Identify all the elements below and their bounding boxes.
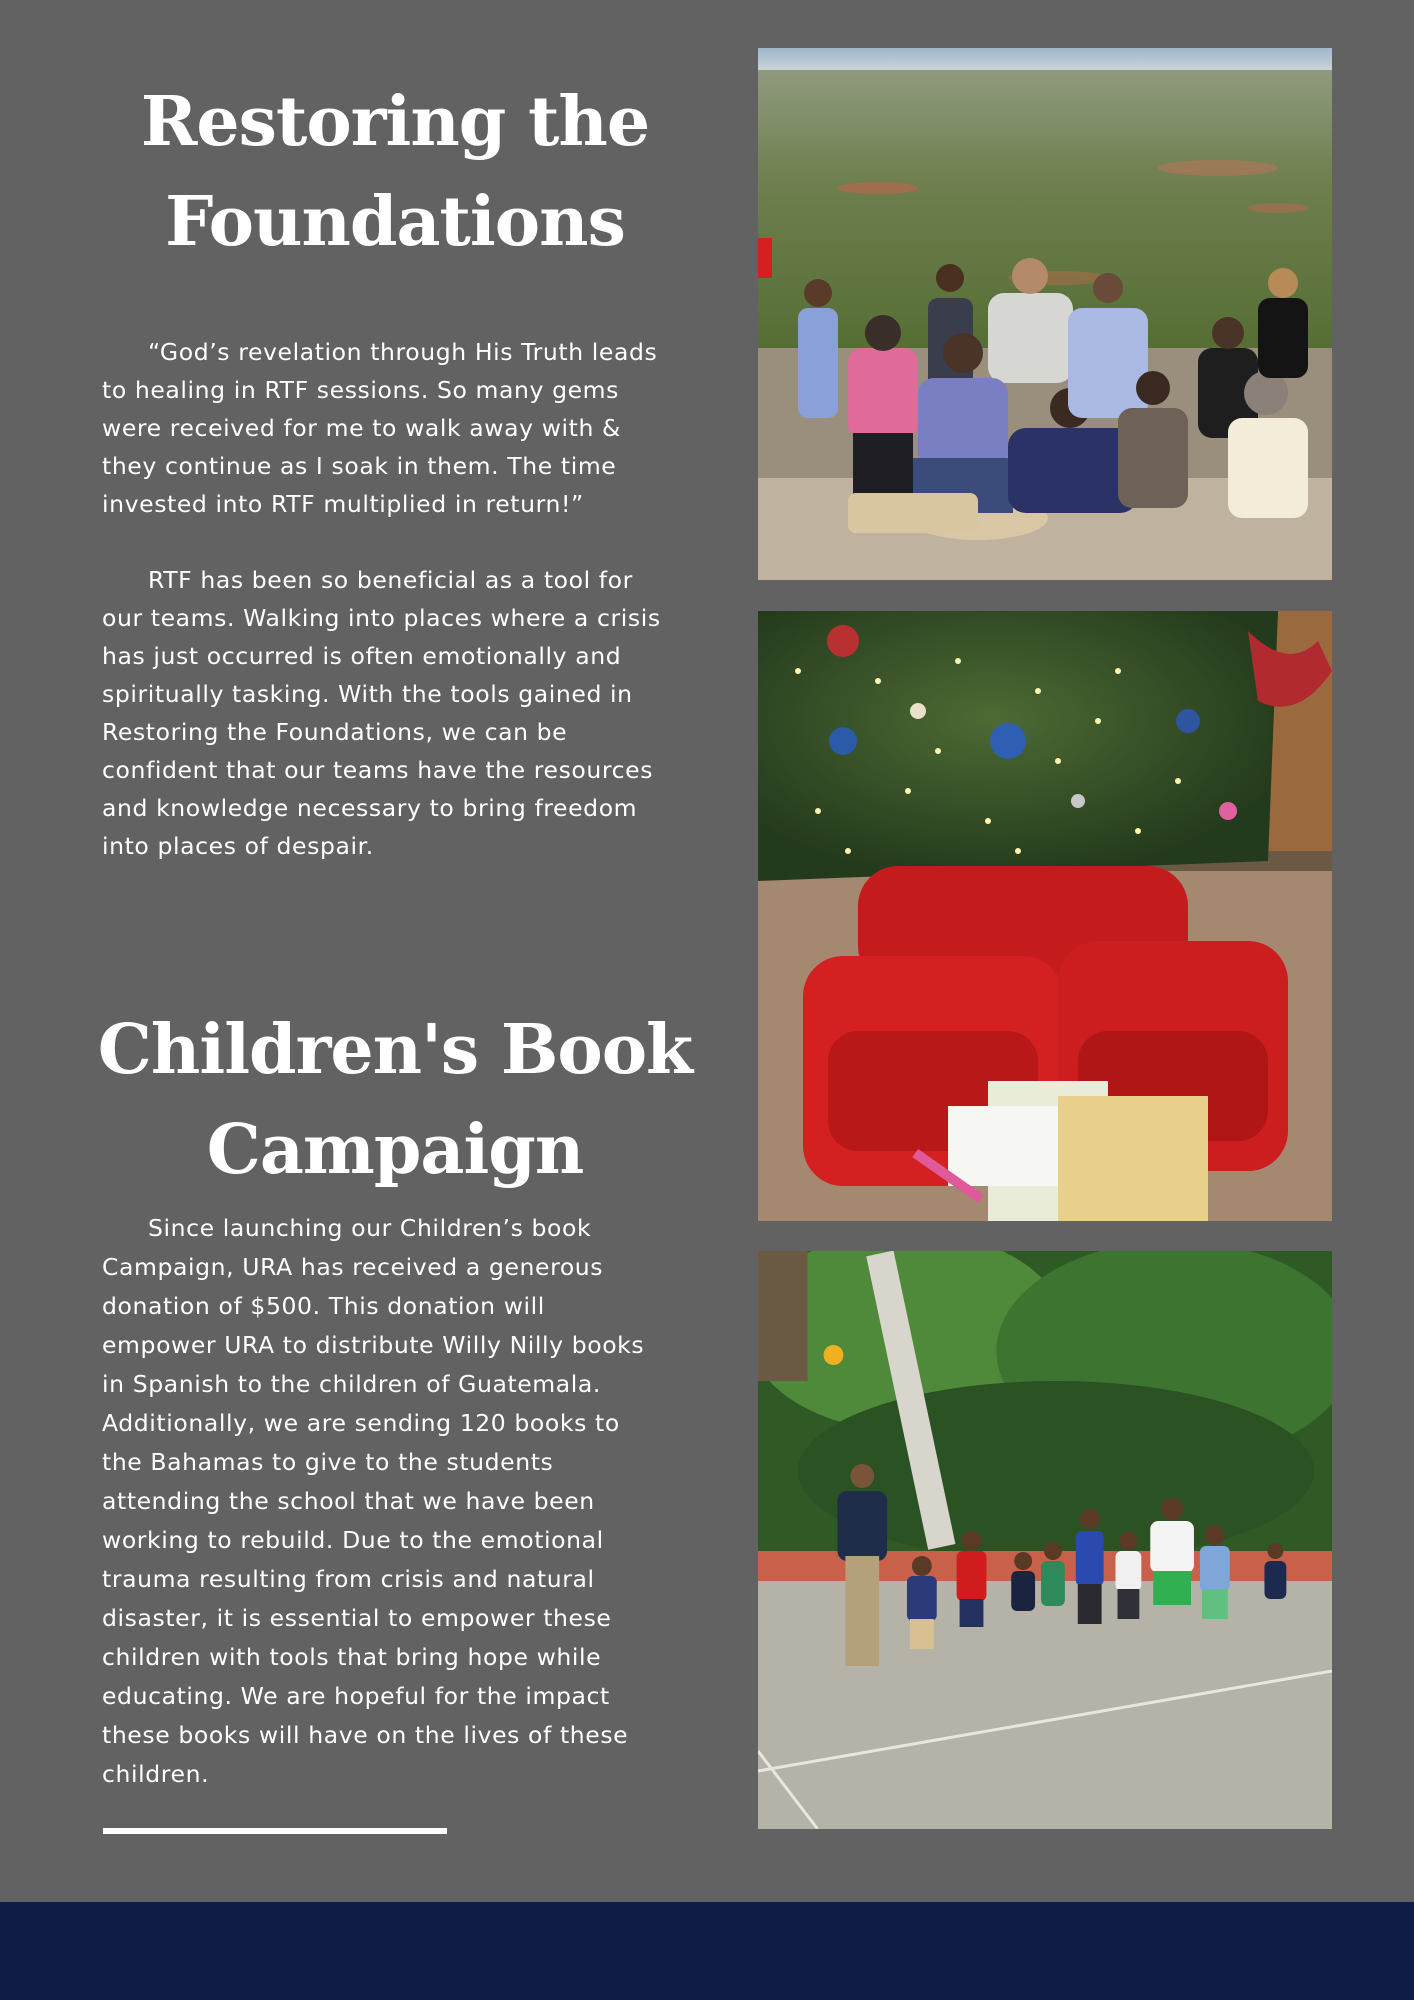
childrens-book-campaign-heading: Children's Book Campaign xyxy=(97,1010,693,1190)
restoring-foundations-heading: Restoring the Foundations xyxy=(140,82,650,262)
christmas-backpacks-photo xyxy=(758,611,1332,1221)
children-courtyard-photo xyxy=(758,1251,1332,1829)
rtf-testimonial-quote: “God’s revelation through His Truth leads to healing in RTF sessions. So many gems were received for me to walk away with & they continue as I soak in them. The time invested into RTF multiplied in return!” xyxy=(102,338,658,518)
footer-band xyxy=(0,1902,1414,2000)
section-divider-rule xyxy=(103,1828,447,1834)
hilltop-prayer-photo xyxy=(758,48,1332,580)
rtf-benefit-paragraph: RTF has been so beneficial as a tool for our teams. Walking into places where a crisis has just occurred is often emotionally and spiritually tasking. With the tools gained in Restoring the Foundations, we can be confident that our teams have the resources and knowledge necessary to bring freedom into places of despair. xyxy=(102,566,661,860)
book-campaign-paragraph: Since launching our Children’s book Campaign, URA has received a generous donation of $500. This donation will empower URA to distribute Willy Nilly books in Spanish to the children of Guatemala. Additionally, we are sending 120 books to the Bahamas to give to the students attending the school that we have been working to rebuild. Due to the emotional trauma resulting from crisis and natural disaster, it is essential to empower these children with tools that bring hope while educating. We are hopeful for the impact these books will have on the lives of these children. xyxy=(102,1214,645,1788)
